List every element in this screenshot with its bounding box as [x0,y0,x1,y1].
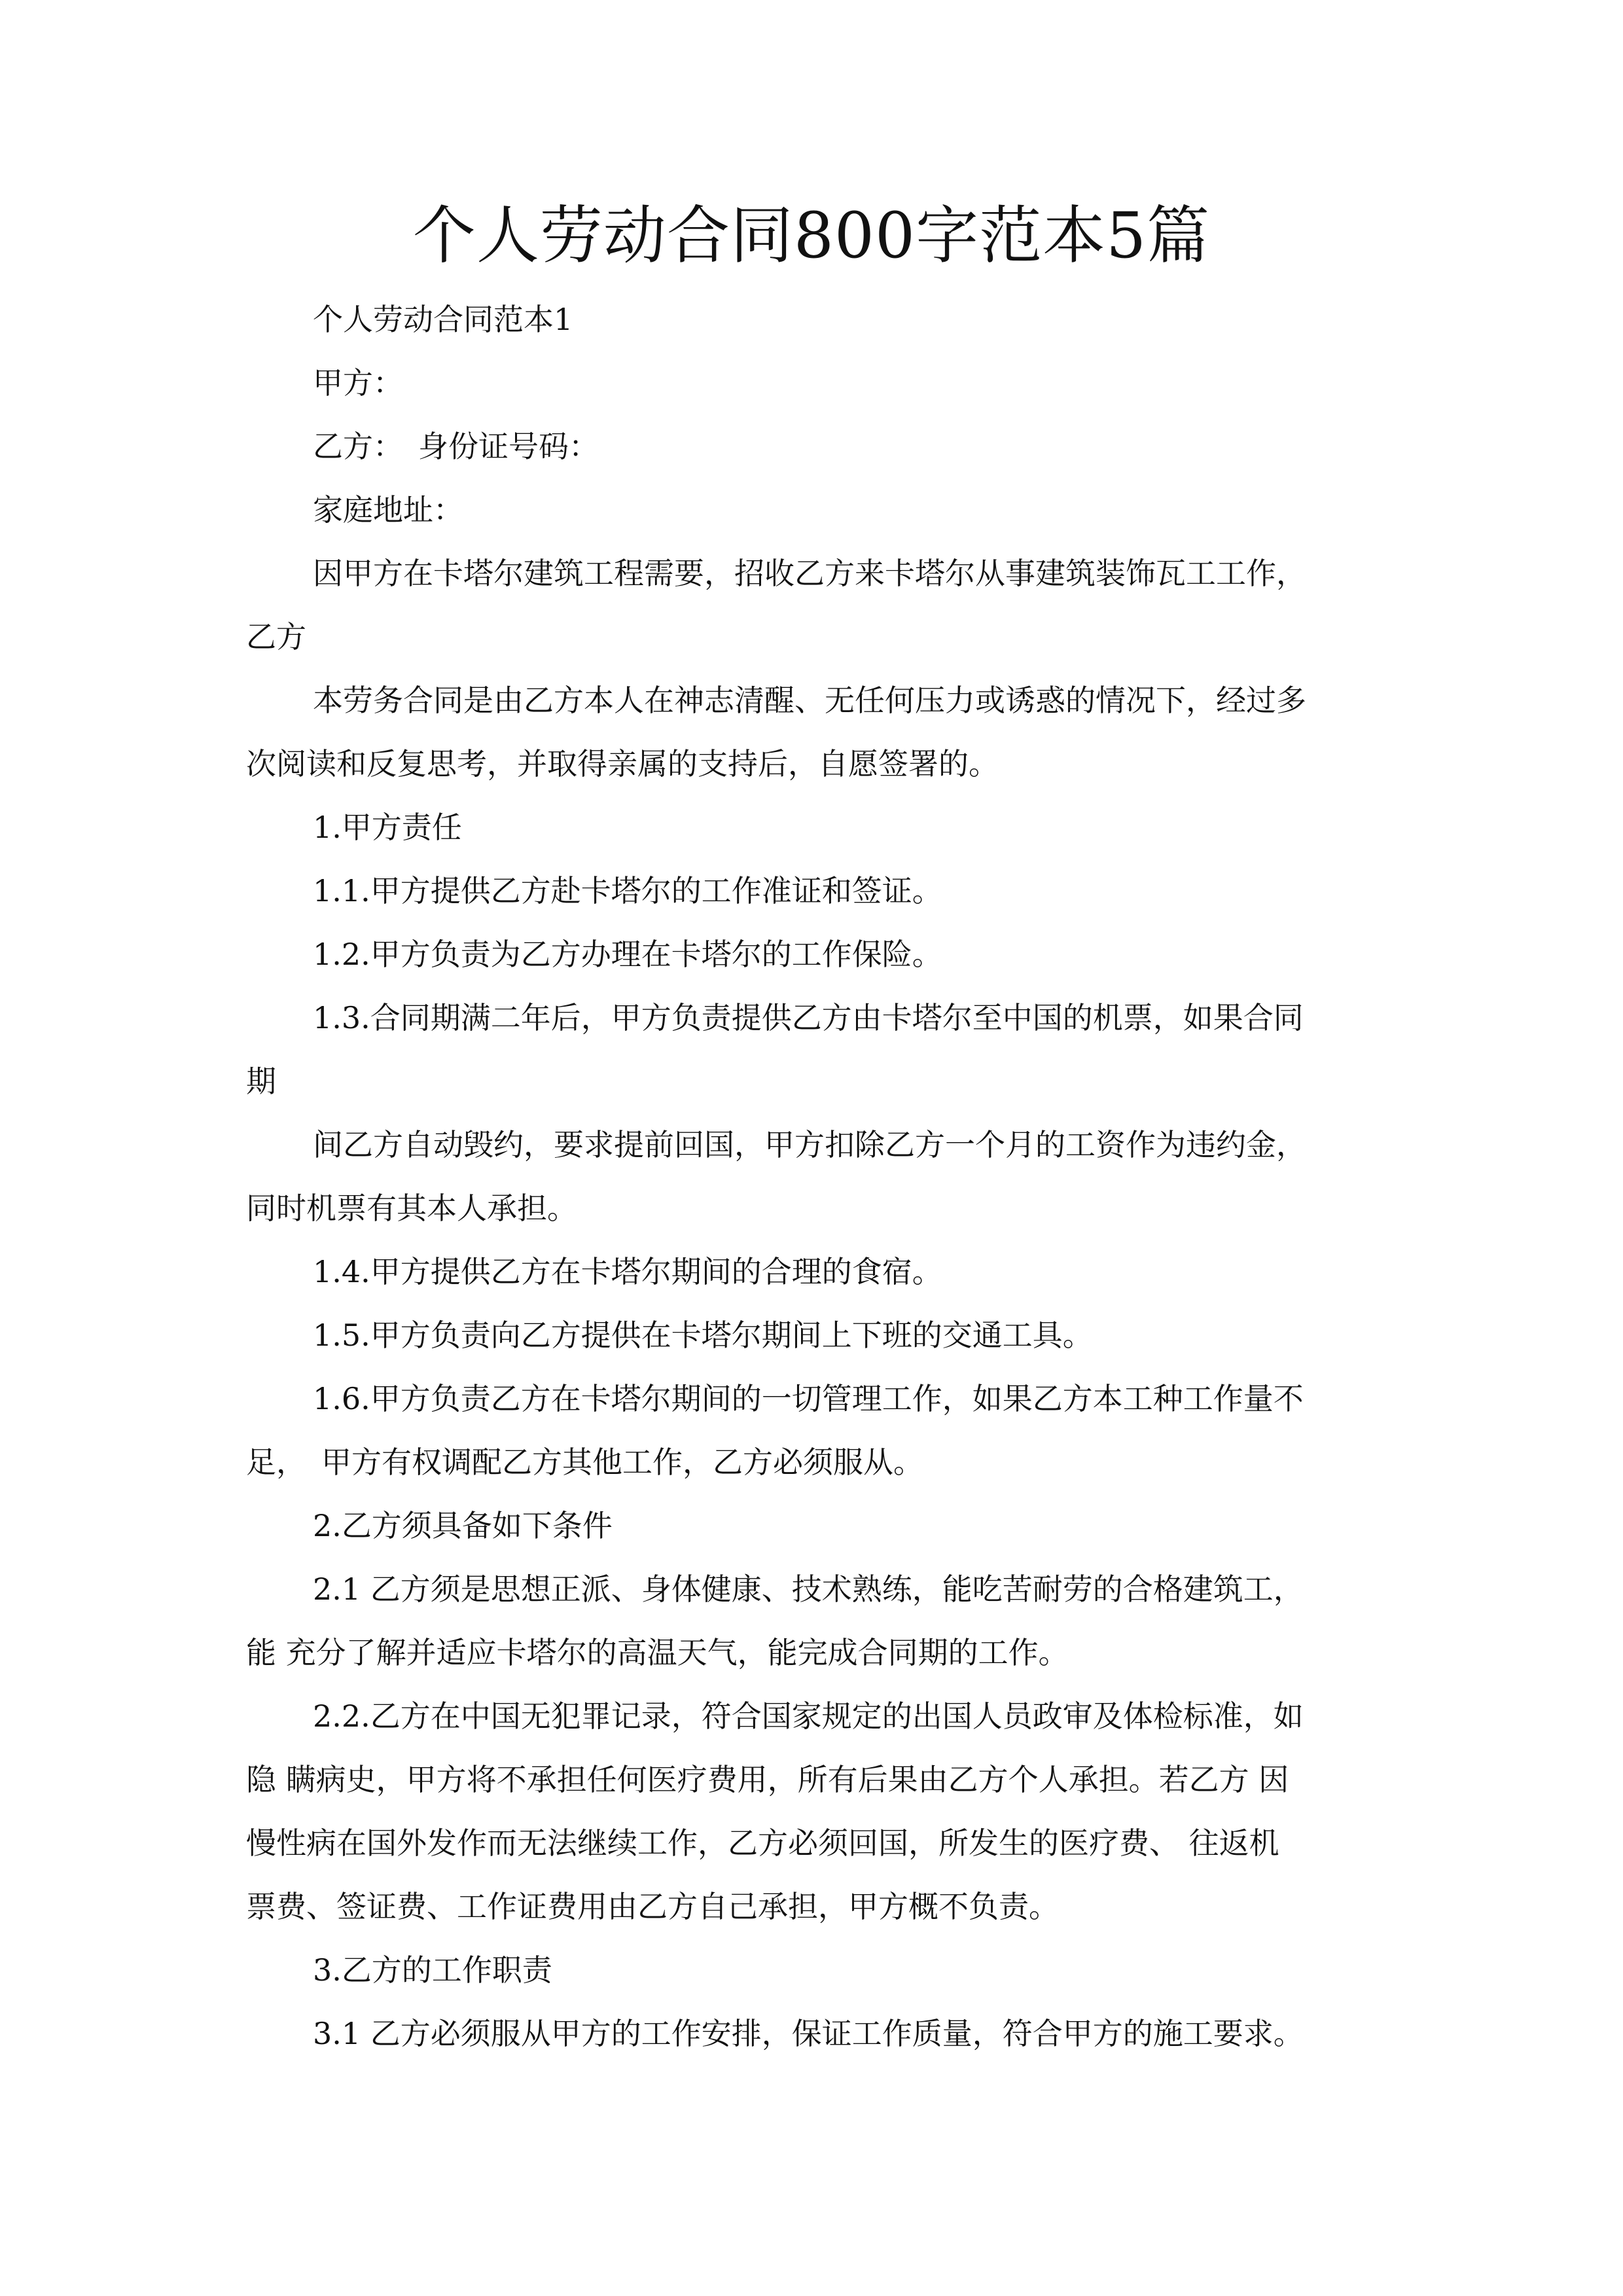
clause-heading: 2.乙方须具备如下条件 [313,1508,613,1543]
clause-line: 足， 甲方有权调配乙方其他工作，乙方必须服从。 [246,1444,923,1480]
paragraph-line: 次阅读和反复思考，并取得亲属的支持后，自愿签署的。 [246,746,999,781]
document-body [246,288,1398,2066]
clause-line: 1.4.甲方提供乙方在卡塔尔期间的合理的食宿。 [313,1254,942,1289]
clause-line: 期 [246,1064,276,1099]
paragraph-line: 乙方 [246,619,306,655]
section-heading: 个人劳动合同范本1 [313,302,573,337]
paragraph-line: 因甲方在卡塔尔建筑工程需要，招收乙方来卡塔尔从事建筑装饰瓦工工作， [313,556,1306,591]
clause-line: 间乙方自动毁约，要求提前回国，甲方扣除乙方一个月的工资作为违约金， [313,1127,1306,1162]
clause-heading: 1.甲方责任 [313,810,462,845]
clause-line: 隐 瞒病史，甲方将不承担任何医疗费用，所有后果由乙方个人承担。若乙方 因 [246,1762,1289,1797]
clause-line: 2.1 乙方须是思想正派、身体健康、技术熟练，能吃苦耐劳的合格建筑工， [313,1571,1304,1607]
clause-heading: 3.乙方的工作职责 [313,1952,552,1988]
clause-line: 票费、签证费、工作证费用由乙方自己承担，甲方概不负责。 [246,1889,1059,1924]
clause-line: 1.2.甲方负责为乙方办理在卡塔尔的工作保险。 [313,937,942,972]
clause-line: 1.1.甲方提供乙方赴卡塔尔的工作准证和签证。 [313,873,942,908]
address-field: 家庭地址： [313,492,463,528]
party-b-field: 乙方： 身份证号码： [313,429,599,464]
clause-line: 慢性病在国外发作而无法继续工作，乙方必须回国，所发生的医疗费、 往返机 [246,1825,1279,1861]
clause-line: 1.5.甲方负责向乙方提供在卡塔尔期间上下班的交通工具。 [313,1318,1093,1353]
paragraph-line: 本劳务合同是由乙方本人在神志清醒、无任何压力或诱惑的情况下，经过多 [313,683,1306,718]
clause-line: 2.2.乙方在中国无犯罪记录，符合国家规定的出国人员政审及体检标准，如 [313,1698,1304,1734]
party-a-field: 甲方： [313,365,403,401]
clause-line: 3.1 乙方必须服从甲方的工作安排，保证工作质量，符合甲方的施工要求。 [313,2016,1304,2051]
document-title: 个人劳动合同800字范本5篇 [412,199,1211,272]
clause-line: 1.6.甲方负责乙方在卡塔尔期间的一切管理工作，如果乙方本工种工作量不 [313,1381,1304,1416]
clause-line: 能 充分了解并适应卡塔尔的高温天气，能完成合同期的工作。 [246,1635,1069,1670]
clause-line: 同时机票有其本人承担。 [246,1191,577,1226]
clause-line: 1.3.合同期满二年后，甲方负责提供乙方由卡塔尔至中国的机票，如果合同 [313,1000,1304,1035]
